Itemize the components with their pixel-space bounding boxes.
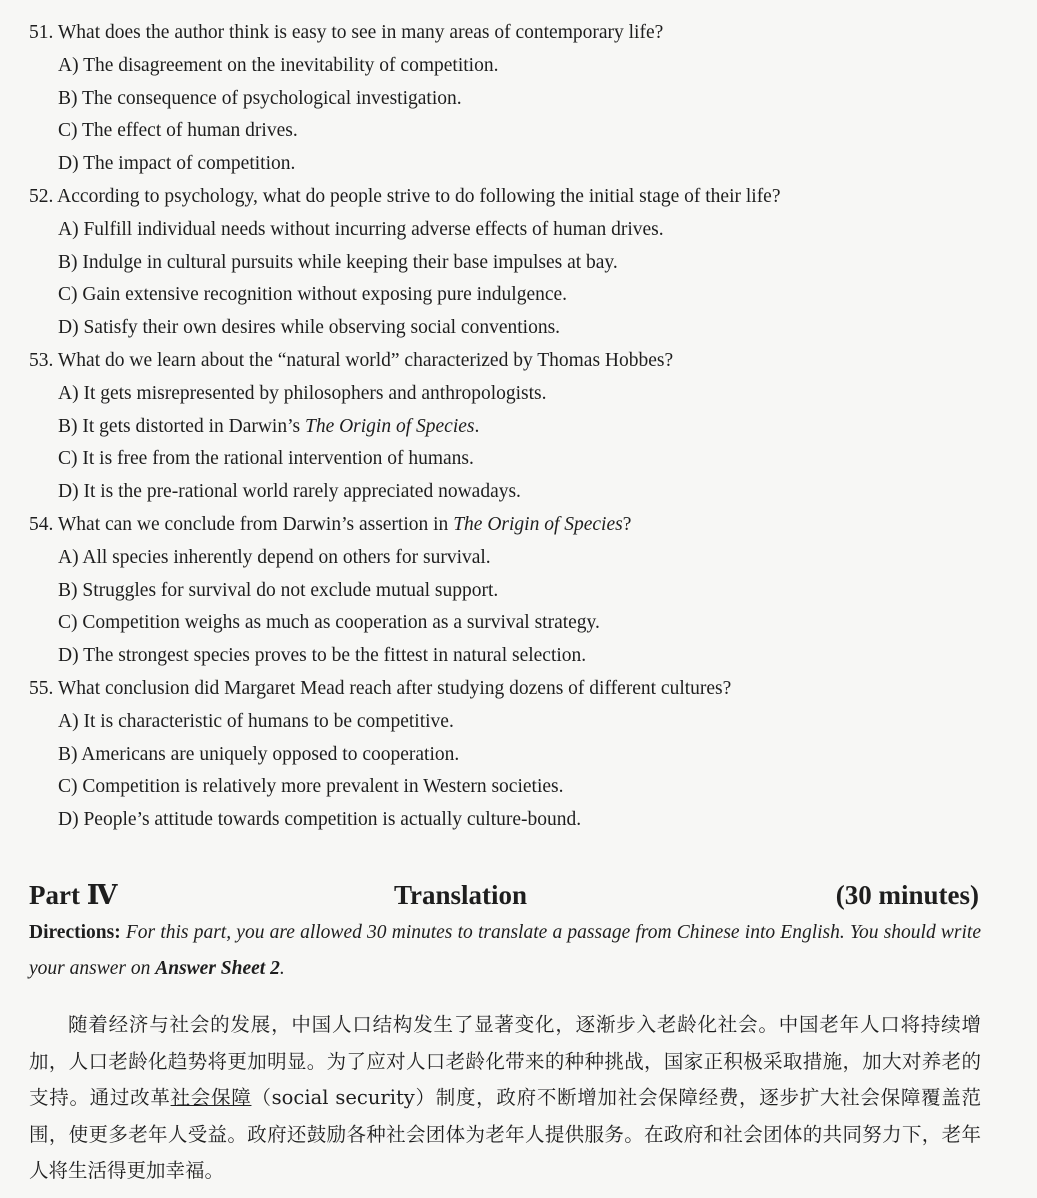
answer-option: C) Gain extensive recognition without exposing pure indulgence. bbox=[58, 284, 568, 306]
question-stem: 54. What can we conclude from Darwin’s assertion in The Origin of Species? bbox=[29, 513, 632, 535]
answer-option: D) The strongest species proves to be the fittest in natural selection. bbox=[58, 645, 587, 667]
directions bbox=[29, 915, 981, 987]
answer-option: A) It gets misrepresented by philosophers and anthropologists. bbox=[58, 382, 547, 404]
passage-text-start: 随着经济与社会的发展，中国人口结构发生了显著变化，逐渐步入老龄化社会。中国老年人口将持续增加，人口老龄化趋势将更加明显。为了应对人口老龄化带来的种种挑战，国家正积极采取措施，加大对养老的支持。通过改革 bbox=[29, 1013, 981, 1109]
question-stem: 55. What conclusion did Margaret Mead reach after studying dozens of different cultures? bbox=[29, 677, 732, 699]
answer-option: B) Americans are uniquely opposed to cooperation. bbox=[58, 743, 460, 765]
part-heading bbox=[29, 875, 979, 915]
answer-option: C) It is free from the rational intervention of humans. bbox=[58, 448, 474, 470]
answer-option: A) All species inherently depend on others for survival. bbox=[58, 546, 491, 568]
directions-end: . bbox=[279, 958, 285, 979]
answer-option: A) The disagreement on the inevitability of competition. bbox=[58, 54, 499, 76]
answer-option: A) It is characteristic of humans to be competitive. bbox=[58, 710, 454, 732]
passage-underlined-term: 社会保障 bbox=[170, 1086, 252, 1109]
passage-text-end: （social security）制度，政府不断增加社会保障经费，逐步扩大社会保障覆盖范围，使更多老年人受益。政府还鼓励各种社会团体为老年人提供服务。在政府和社会团体的共同努力下，老年人将生活得更加幸福。 bbox=[29, 1086, 981, 1182]
answer-sheet-ref: Answer Sheet 2 bbox=[155, 958, 280, 979]
answer-option: C) Competition weighs as much as cooperation as a survival strategy. bbox=[58, 612, 600, 634]
answer-option: B) It gets distorted in Darwin’s The Origin of Species. bbox=[58, 415, 480, 437]
part-time: (30 minutes) bbox=[835, 880, 979, 910]
question-stem: 52. According to psychology, what do people strive to do following the initial stage of their life? bbox=[29, 185, 781, 207]
question-stem: 51. What does the author think is easy to see in many areas of contemporary life? bbox=[29, 22, 664, 43]
answer-option: A) Fulfill individual needs without incurring adverse effects of human drives. bbox=[58, 218, 664, 240]
answer-option: D) It is the pre-rational world rarely appreciated nowadays. bbox=[58, 481, 521, 503]
part-title: Translation bbox=[394, 880, 528, 910]
answer-option: D) The impact of competition. bbox=[58, 153, 296, 175]
directions-text: For this part, you are allowed 30 minutes to translate a passage from Chinese into English. You should write your answer on bbox=[29, 922, 981, 979]
answer-option: B) Indulge in cultural pursuits while keeping their base impulses at bay. bbox=[58, 251, 618, 273]
answer-option: B) The consequence of psychological investigation. bbox=[58, 87, 462, 109]
answer-option: D) People’s attitude towards competition is actually culture-bound. bbox=[58, 809, 582, 831]
translation-passage bbox=[29, 1007, 981, 1190]
question-list bbox=[0, 17, 1037, 837]
answer-option: D) Satisfy their own desires while observing social conventions. bbox=[58, 317, 561, 339]
answer-option: C) Competition is relatively more prevalent in Western societies. bbox=[58, 776, 564, 798]
directions-label: Directions: bbox=[29, 922, 121, 943]
answer-option: C) The effect of human drives. bbox=[58, 120, 298, 142]
answer-option: B) Struggles for survival do not exclude mutual support. bbox=[58, 579, 499, 601]
question-stem: 53. What do we learn about the “natural world” characterized by Thomas Hobbes? bbox=[29, 349, 674, 371]
part-label: Part Ⅳ bbox=[29, 880, 118, 910]
